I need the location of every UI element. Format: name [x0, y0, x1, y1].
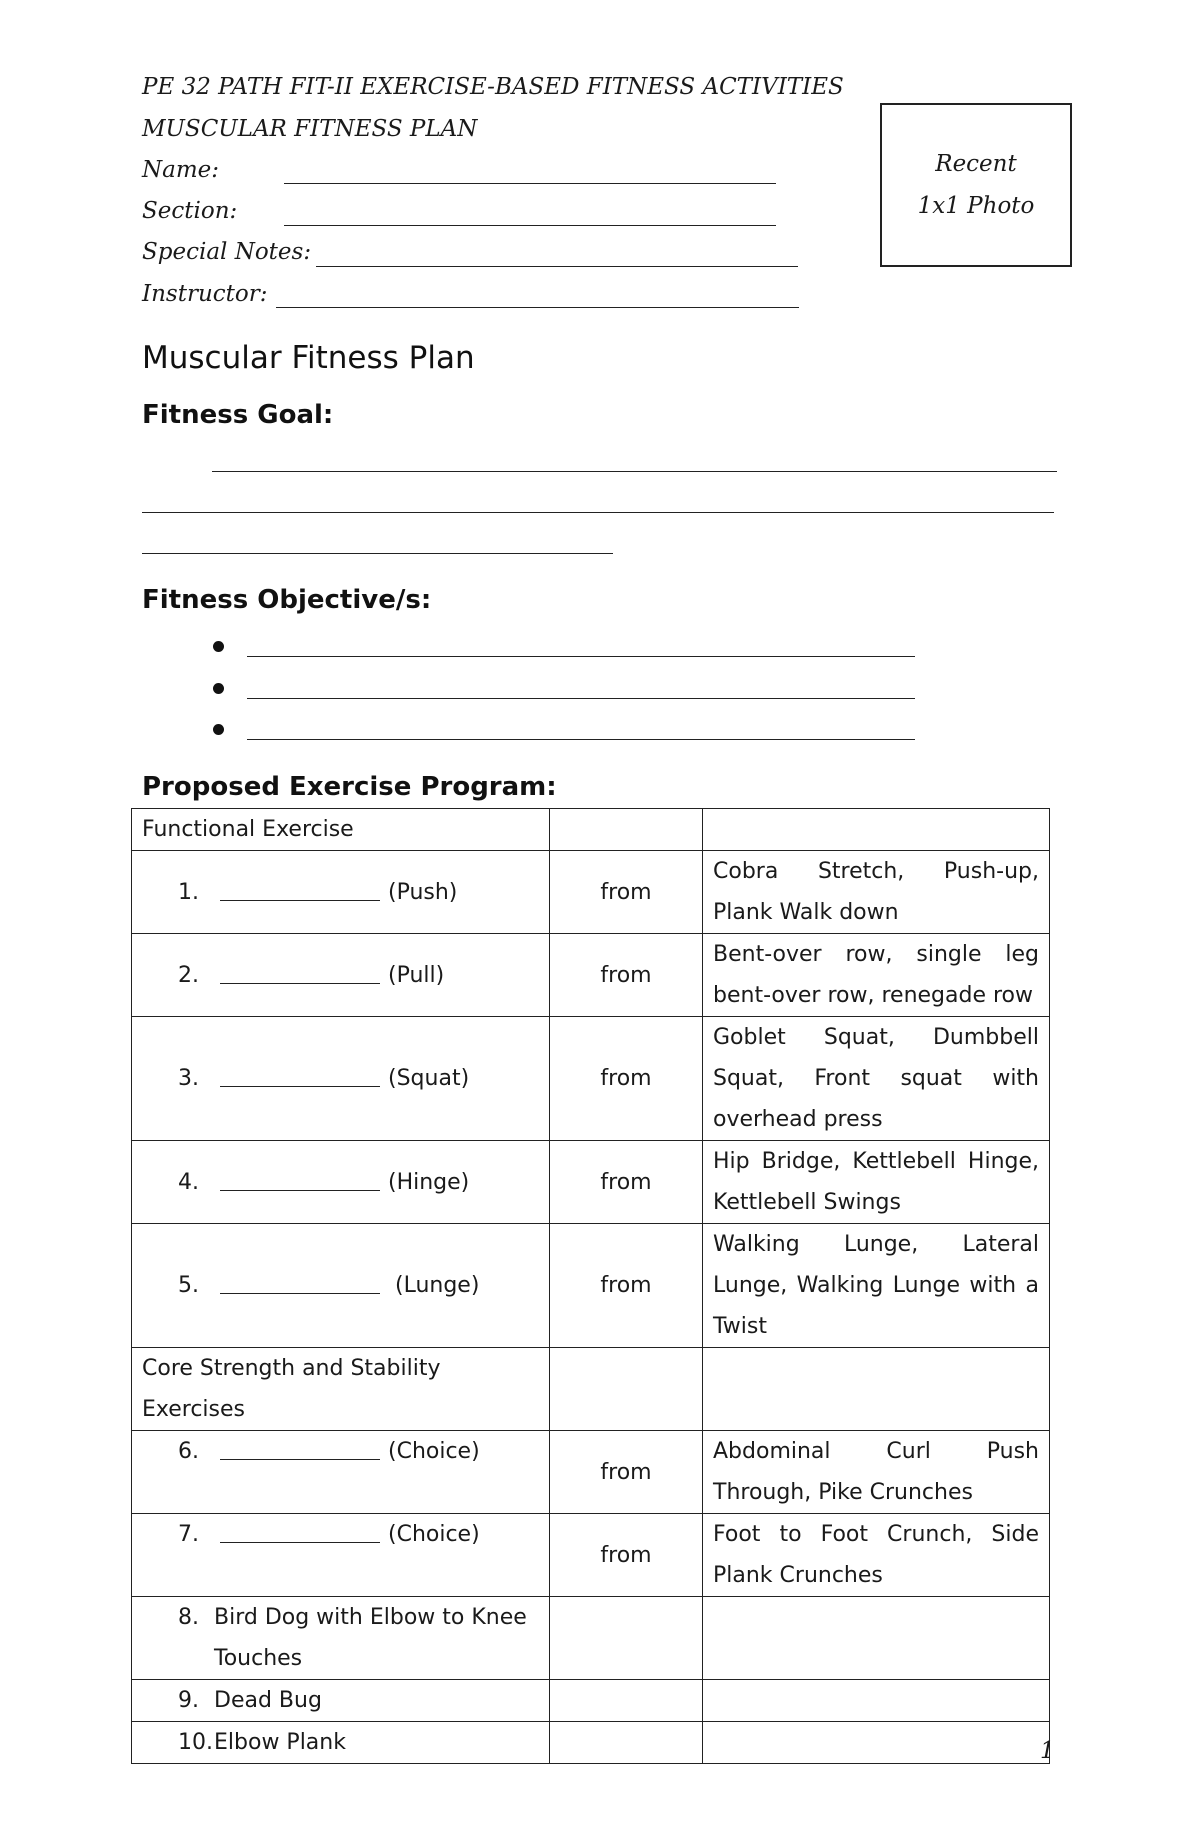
objective-line-2[interactable] [247, 698, 915, 699]
course-title: PE 32 PATH FIT-II EXERCISE-BASED FITNESS ACTIVITIES [142, 74, 844, 100]
instructor-field[interactable] [276, 307, 799, 308]
objective-line-1[interactable] [247, 656, 915, 657]
from-label: from [550, 851, 703, 934]
row-number: 1. [178, 879, 199, 905]
from-label: from [550, 1141, 703, 1224]
table-row [132, 1017, 1050, 1141]
plan-title: MUSCULAR FITNESS PLAN [142, 116, 478, 142]
name-label: Name: [142, 157, 220, 183]
fitness-goal-label: Fitness Goal: [142, 400, 334, 430]
row-number: 6. [178, 1439, 199, 1464]
goal-line-2[interactable] [142, 512, 1054, 513]
exercise-name: Elbow Plank [214, 1730, 346, 1755]
movement-type: (Squat) [388, 1066, 470, 1091]
movement-type: (Choice) [388, 1522, 480, 1547]
exercise-options: Goblet Squat, Dumbbell Squat, Front squat with overhead press [703, 1017, 1050, 1141]
from-label: from [550, 1017, 703, 1141]
row-number: 10. [178, 1730, 213, 1755]
exercise-options: Abdominal Curl Push Through, Pike Crunches [703, 1431, 1050, 1514]
goal-line-1[interactable] [212, 471, 1057, 472]
fitness-objectives-label: Fitness Objective/s: [142, 585, 432, 615]
exercise-options: Walking Lunge, Lateral Lunge, Walking Lunge with a Twist [703, 1224, 1050, 1348]
table-row [132, 1680, 1050, 1722]
table-row [132, 1141, 1050, 1224]
bullet-icon [213, 641, 224, 652]
goal-line-3[interactable] [142, 553, 613, 554]
core-header: Core Strength and Stability Exercises [132, 1348, 550, 1431]
exercise-blank[interactable] [220, 876, 380, 901]
exercise-blank[interactable] [220, 1269, 380, 1294]
table-row [132, 851, 1050, 934]
exercise-options: Foot to Foot Crunch, Side Plank Crunches [703, 1514, 1050, 1597]
page-title: Muscular Fitness Plan [142, 340, 475, 376]
row-number: 2. [178, 962, 199, 988]
row-number: 9. [178, 1688, 199, 1713]
table-row [132, 934, 1050, 1017]
exercise-name: Dead Bug [214, 1688, 322, 1713]
section-label: Section: [142, 198, 238, 224]
exercise-blank[interactable] [220, 959, 380, 984]
row-number: 8. [178, 1605, 199, 1630]
from-label: from [550, 1431, 703, 1514]
exercise-program-table [131, 808, 1050, 1764]
page-number: 1 [1040, 1738, 1055, 1764]
row-number: 5. [178, 1273, 199, 1298]
movement-type: (Hinge) [388, 1169, 470, 1195]
table-row [132, 1597, 1050, 1680]
exercise-blank[interactable] [220, 1518, 380, 1543]
table-row [132, 1722, 1050, 1764]
objective-line-3[interactable] [247, 739, 915, 740]
photo-line-1: Recent [935, 151, 1017, 177]
photo-placeholder [880, 103, 1072, 267]
exercise-blank[interactable] [220, 1166, 380, 1191]
program-label: Proposed Exercise Program: [142, 772, 557, 802]
table-row [132, 1348, 1050, 1431]
exercise-options: Cobra Stretch, Push-up, Plank Walk down [703, 851, 1050, 934]
table-row [132, 809, 1050, 851]
movement-type: (Choice) [388, 1439, 480, 1464]
row-number: 4. [178, 1169, 199, 1195]
section-field[interactable] [284, 225, 776, 226]
special-notes-label: Special Notes: [142, 239, 312, 265]
table-row [132, 1431, 1050, 1514]
from-label: from [550, 934, 703, 1017]
name-field[interactable] [284, 183, 776, 184]
bullet-icon [213, 724, 224, 735]
special-notes-field[interactable] [316, 266, 798, 267]
exercise-blank[interactable] [220, 1062, 380, 1087]
table-row [132, 1514, 1050, 1597]
functional-header: Functional Exercise [132, 809, 550, 851]
movement-type: (Pull) [388, 962, 445, 988]
photo-line-2: 1x1 Photo [917, 193, 1035, 219]
movement-type: (Push) [388, 879, 458, 905]
exercise-options: Hip Bridge, Kettlebell Hinge, Kettlebell Swings [703, 1141, 1050, 1224]
exercise-blank[interactable] [220, 1435, 380, 1460]
exercise-name: Bird Dog with Elbow to Knee Touches [214, 1605, 527, 1671]
movement-type: (Lunge) [388, 1273, 480, 1298]
instructor-label: Instructor: [142, 281, 268, 307]
exercise-options: Bent-over row, single leg bent-over row, renegade row [703, 934, 1050, 1017]
row-number: 3. [178, 1066, 199, 1091]
table-row [132, 1224, 1050, 1348]
from-label: from [550, 1514, 703, 1597]
from-label: from [550, 1224, 703, 1348]
bullet-icon [213, 683, 224, 694]
row-number: 7. [178, 1522, 199, 1547]
